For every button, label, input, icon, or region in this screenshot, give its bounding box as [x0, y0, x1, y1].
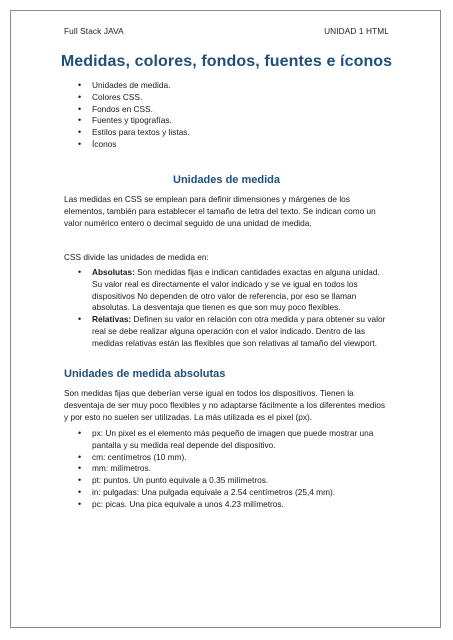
- units-intro-paragraph: Las medidas en CSS se emplean para definir dimensiones y márgenes de los elementos, también para establecer el tamaño de letra del texto. Se indican como un valor numérico entero o decimal seguido de una unidad de medida.: [64, 194, 376, 228]
- topic-item: • Fondos en CSS.: [92, 104, 392, 116]
- topic-item: • Fuentes y tipografías.: [92, 115, 392, 127]
- unit-item: • cm: centímetros (10 mm).: [92, 452, 388, 464]
- unit-type-label: Relativas:: [92, 314, 132, 325]
- absolute-units-list: [92, 428, 388, 511]
- unit-type-label: Absolutas:: [92, 267, 135, 277]
- unit-type-text: Definen su valor en relación con otra medida y para obtener su valor real se debe realizar alguna operación con el valor indicado. Dentro de las medidas relativas están las flexibles que son relativas al tamaño del viewport.: [92, 314, 386, 348]
- section-heading-units: Unidades de medida: [173, 174, 280, 186]
- section-heading-absolute-units: Unidades de medida absolutas: [64, 368, 226, 380]
- topic-item: • Estilos para textos y listas.: [92, 127, 392, 139]
- unit-type-text: Son medidas fijas e indican cantidades exactas en alguna unidad. Su valor real es directamente el valor indicado y se ve igual en todos los dispositivos No dependen de otro valor de referencia, por eso se llaman absolutas. La desventaja que tienen es que son muy poco flexibles.: [92, 267, 380, 313]
- topic-item: • Colores CSS.: [92, 92, 392, 104]
- header-unit-label: UNIDAD 1 HTML: [324, 26, 389, 36]
- unit-item: • pc: picas. Una pica equivale a unos 4.23 milímetros.: [92, 499, 388, 511]
- header-course-title: Full Stack JAVA: [64, 26, 124, 36]
- page-title: Medidas, colores, fondos, fuentes e íconos: [60, 53, 393, 70]
- unit-item: • pt: puntos. Un punto equivale a 0.35 milímetros.: [92, 475, 388, 487]
- topics-list: [92, 80, 392, 151]
- unit-type-relative: [92, 314, 388, 349]
- absolute-units-paragraph: Son medidas fijas que deberían verse igual en todos los dispositivos. Tienen la desventaja de ser muy poco flexibles y no adaptarse fácilmente a los diferentes medios y por esto no suelen ser utilizadas. La más utilizada es el pixel (px).: [64, 388, 385, 422]
- topic-item: • Unidades de medida.: [92, 80, 392, 92]
- topic-item: • Íconos: [92, 139, 392, 151]
- units-divide-paragraph: CSS divide las unidades de medida en:: [64, 252, 209, 262]
- unit-types-list: [92, 267, 388, 350]
- unit-item: • px: Un pixel es el elemento más pequeño de imagen que puede mostrar una pantalla y su medida real depende del dispositivo.: [92, 428, 388, 452]
- unit-type-absolute: [92, 267, 388, 314]
- unit-item: • in: pulgadas: Una pulgada equivale a 2.54 centímetros (25,4 mm).: [92, 487, 388, 499]
- unit-item: • mm: milímetros.: [92, 463, 388, 475]
